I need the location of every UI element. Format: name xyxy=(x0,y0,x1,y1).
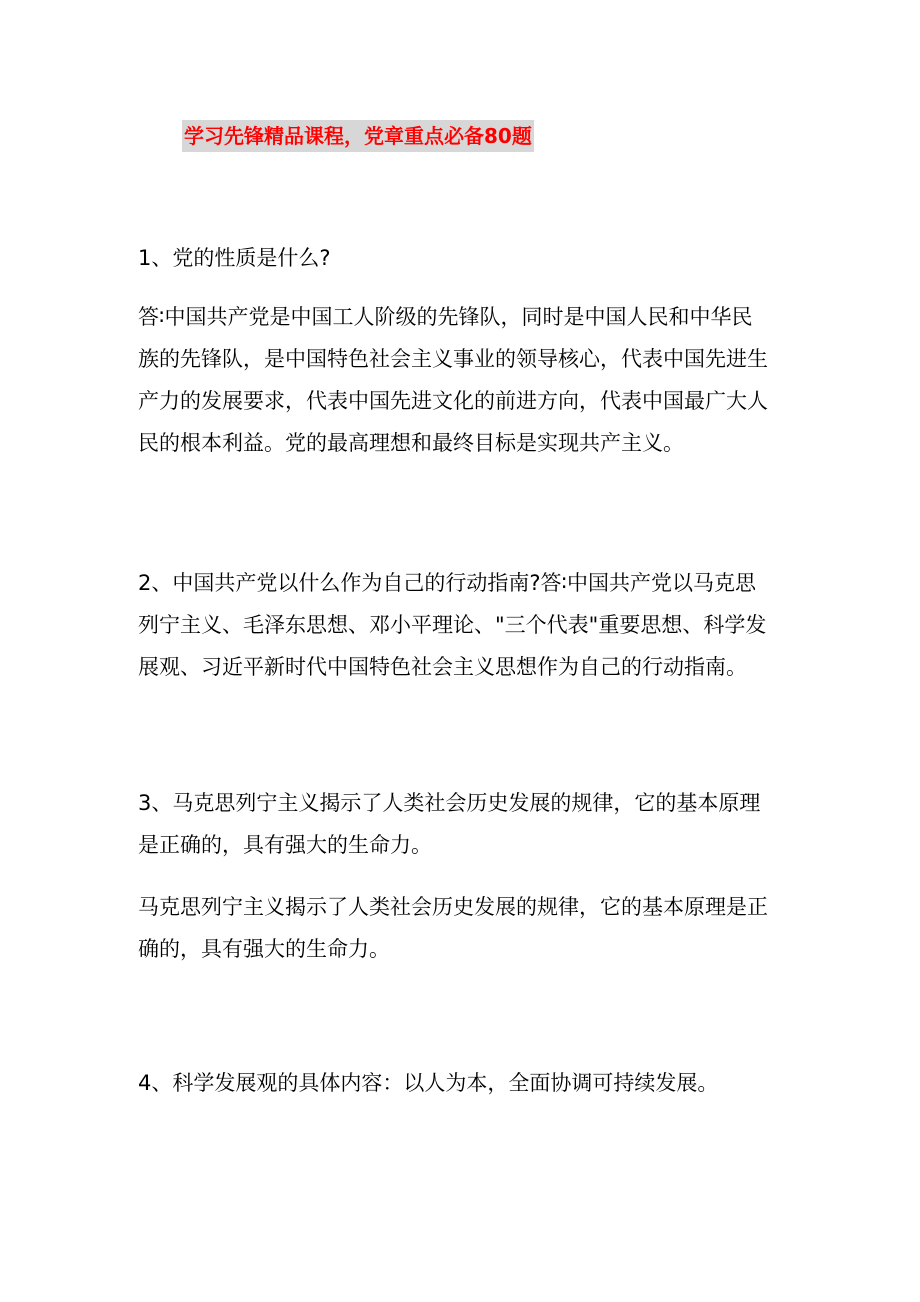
document-title: 学习先锋精品课程，党章重点必备80题 xyxy=(182,120,534,152)
question-1 xyxy=(138,237,798,279)
answer-1-line-3: 产力的发展要求，代表中国先进文化的前进方向，代表中国最广大人 xyxy=(138,389,768,413)
question-3 xyxy=(138,782,798,866)
question-3-line-2: 是正确的，具有强大的生命力。 xyxy=(138,833,432,857)
answer-1 xyxy=(138,296,798,464)
answer-3-line-1: 马克思列宁主义揭示了人类社会历史发展的规律，它的基本原理是正 xyxy=(138,895,768,919)
question-2-line-3: 展观、习近平新时代中国特色社会主义思想作为自己的行动指南。 xyxy=(138,655,747,679)
answer-1-line-1: 答∶中国共产党是中国工人阶级的先锋队，同时是中国人民和中华民 xyxy=(138,305,753,329)
question-1-text: 1、党的性质是什么? xyxy=(138,246,331,270)
answer-1-line-4: 民的根本利益。党的最高理想和最终目标是实现共产主义。 xyxy=(138,431,684,455)
question-2 xyxy=(138,562,798,688)
answer-3 xyxy=(138,886,798,970)
answer-1-line-2: 族的先锋队，是中国特色社会主义事业的领导核心，代表中国先进生 xyxy=(138,347,768,371)
question-3-line-1: 3、马克思列宁主义揭示了人类社会历史发展的规律，它的基本原理 xyxy=(138,791,761,815)
question-4 xyxy=(138,1062,798,1104)
question-2-line-2: 列宁主义、毛泽东思想、邓小平理论、"三个代表"重要思想、科学发 xyxy=(138,613,767,637)
answer-3-line-2: 确的，具有强大的生命力。 xyxy=(138,937,390,961)
question-2-line-1: 2、中国共产党以什么作为自己的行动指南?答∶中国共产党以马克思 xyxy=(138,571,756,595)
question-4-text: 4、科学发展观的具体内容：以人为本，全面协调可持续发展。 xyxy=(138,1071,719,1095)
